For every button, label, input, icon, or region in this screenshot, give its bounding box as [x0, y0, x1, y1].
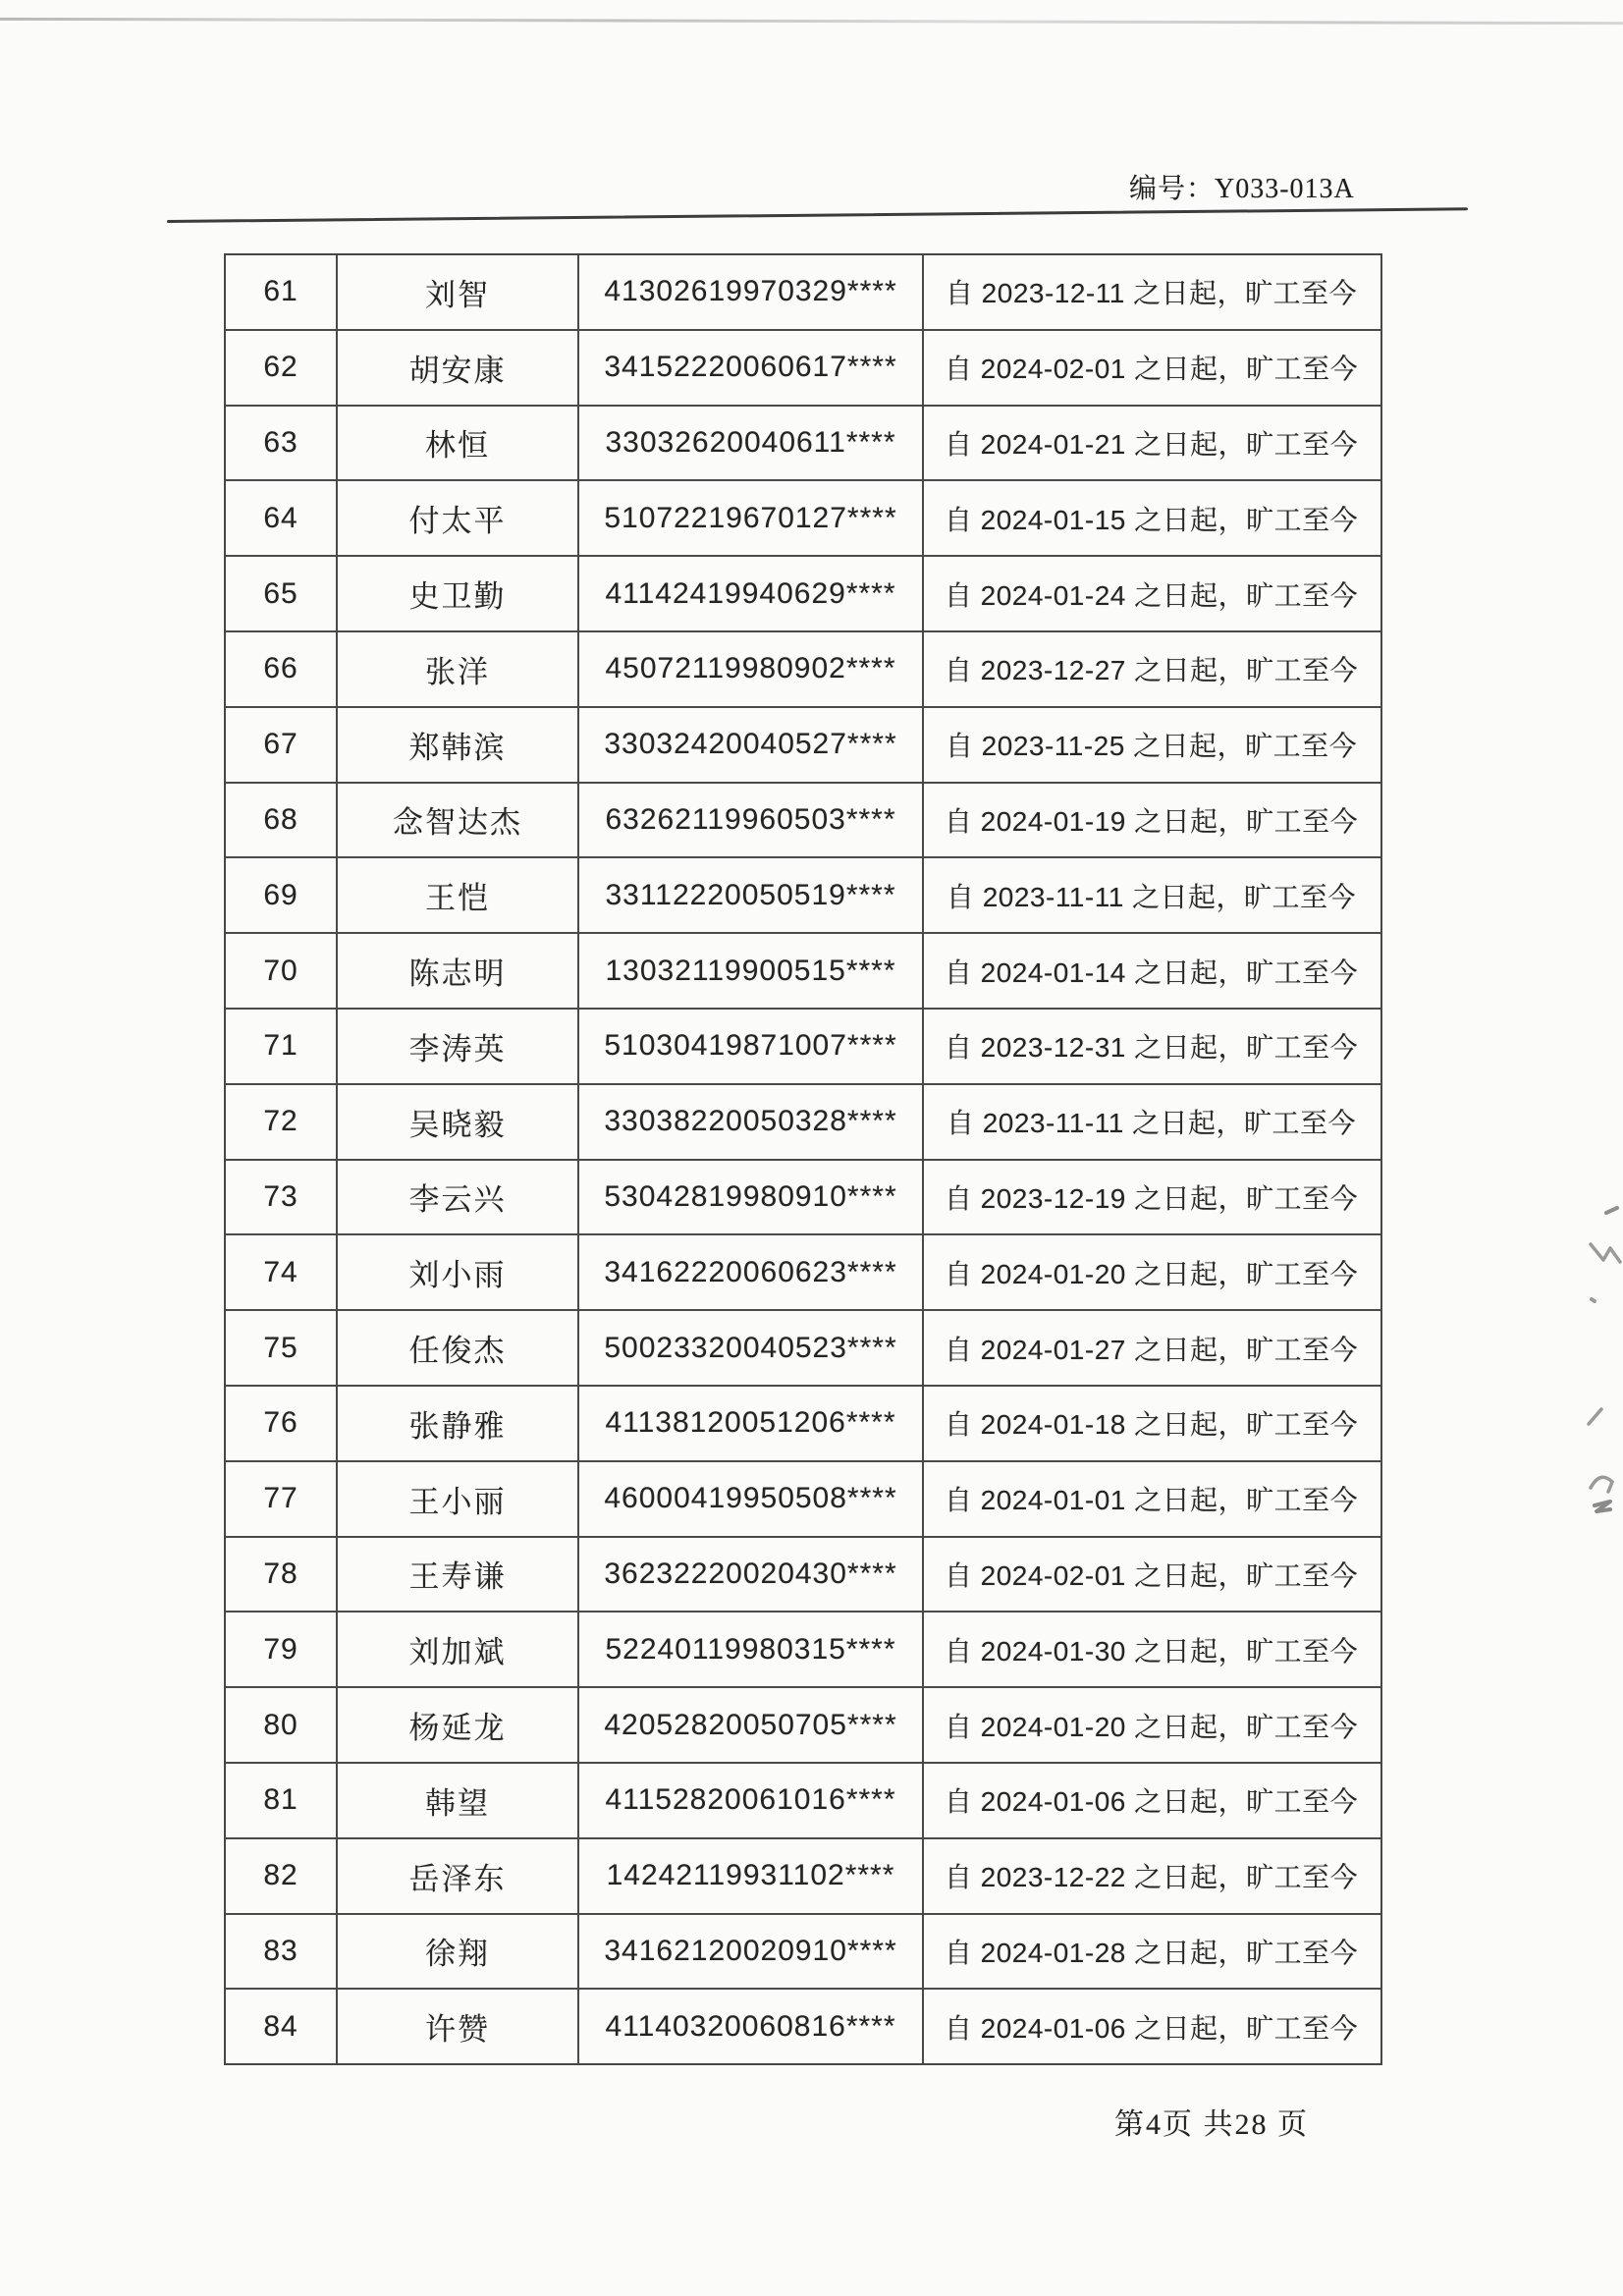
scan-artifact-edge-marks [1583, 1203, 1623, 1527]
status-cell: 自 2024-01-20 之日起，旷工至今 [944, 1258, 1359, 1289]
table-row [226, 1387, 1380, 1462]
status-cell: 自 2024-02-01 之日起，旷工至今 [944, 354, 1359, 385]
name-cell: 付太平 [338, 481, 579, 555]
name-cell: 张静雅 [338, 1387, 579, 1460]
table-row [226, 1085, 1380, 1161]
table-row [226, 784, 1380, 859]
status-cell: 自 2023-12-22 之日起，旷工至今 [944, 1862, 1359, 1893]
name-cell: 王小丽 [338, 1462, 579, 1536]
id-number-cell: 51030419871007**** [579, 1010, 924, 1083]
status-cell: 自 2023-11-11 之日起，旷工至今 [946, 1108, 1357, 1139]
row-number-cell: 75 [226, 1311, 338, 1385]
status-cell: 自 2024-01-21 之日起，旷工至今 [944, 428, 1359, 460]
name-cell: 王寿谦 [338, 1538, 579, 1612]
name-cell: 史卫勤 [338, 557, 579, 630]
row-number-cell: 63 [226, 407, 338, 480]
table-row [226, 632, 1380, 708]
status-cell: 自 2023-11-11 之日起，旷工至今 [946, 881, 1357, 912]
row-number-cell: 78 [226, 1538, 338, 1612]
status-cell: 自 2024-01-18 之日起，旷工至今 [944, 1409, 1359, 1441]
name-cell: 刘小雨 [338, 1235, 579, 1309]
status-cell: 自 2023-12-31 之日起，旷工至今 [944, 1032, 1359, 1064]
status-cell: 自 2023-12-27 之日起，旷工至今 [944, 655, 1359, 686]
row-number-cell: 66 [226, 632, 338, 706]
status-cell: 自 2024-01-01 之日起，旷工至今 [944, 1485, 1359, 1516]
row-number-cell: 82 [226, 1839, 338, 1913]
id-number-cell: 41152820061016**** [579, 1764, 924, 1837]
row-number-cell: 76 [226, 1387, 338, 1460]
name-cell: 林恒 [338, 407, 579, 480]
status-cell: 自 2024-02-01 之日起，旷工至今 [944, 1559, 1359, 1591]
row-number-cell: 69 [226, 858, 338, 932]
id-number-cell: 53042819980910**** [579, 1161, 924, 1234]
table-row [226, 934, 1380, 1010]
row-number-cell: 72 [226, 1085, 338, 1159]
table-row [226, 708, 1380, 784]
id-number-cell: 33032420040527**** [579, 708, 924, 782]
name-cell: 胡安康 [338, 331, 579, 405]
row-number-cell: 61 [226, 255, 338, 329]
id-number-cell: 36232220020430**** [579, 1538, 924, 1612]
table-row [226, 1462, 1380, 1538]
table-row [226, 331, 1380, 407]
row-number-cell: 81 [226, 1764, 338, 1837]
table-row [226, 407, 1380, 482]
status-cell: 自 2024-01-19 之日起，旷工至今 [944, 805, 1359, 837]
row-number-cell: 65 [226, 557, 338, 630]
id-number-cell: 33112220050519**** [579, 858, 924, 932]
id-number-cell: 45072119980902**** [579, 632, 924, 706]
id-number-cell: 13032119900515**** [579, 934, 924, 1008]
id-number-cell: 41140320060816**** [579, 1990, 924, 2063]
status-cell: 自 2023-12-19 之日起，旷工至今 [944, 1182, 1359, 1214]
name-cell: 吴晓毅 [338, 1085, 579, 1159]
table-row [226, 1010, 1380, 1085]
id-number-cell: 33038220050328**** [579, 1085, 924, 1159]
status-cell: 自 2024-01-24 之日起，旷工至今 [944, 579, 1359, 611]
status-cell: 自 2024-01-06 之日起，旷工至今 [944, 1786, 1359, 1818]
status-cell: 自 2024-01-20 之日起，旷工至今 [944, 1711, 1359, 1742]
id-number-cell: 34162120020910**** [579, 1915, 924, 1989]
status-cell: 自 2024-01-30 之日起，旷工至今 [944, 1635, 1359, 1667]
table-row [226, 1839, 1380, 1915]
table-row [226, 1613, 1380, 1688]
name-cell: 许赞 [338, 1990, 579, 2063]
table-row [226, 1311, 1380, 1387]
name-cell: 刘智 [338, 255, 579, 329]
table-row [226, 1161, 1380, 1236]
row-number-cell: 68 [226, 784, 338, 857]
row-number-cell: 74 [226, 1235, 338, 1309]
name-cell: 李涛英 [338, 1010, 579, 1083]
row-number-cell: 79 [226, 1613, 338, 1686]
name-cell: 徐翔 [338, 1915, 579, 1989]
id-number-cell: 51072219670127**** [579, 481, 924, 555]
id-number-cell: 33032620040611**** [579, 407, 924, 480]
table-row [226, 557, 1380, 632]
page-footer: 第4页 共28 页 [1114, 2108, 1309, 2141]
id-number-cell: 63262119960503**** [579, 784, 924, 857]
row-number-cell: 70 [226, 934, 338, 1008]
id-number-cell: 34152220060617**** [579, 331, 924, 405]
doc-number: 编号：Y033-013A [1129, 174, 1355, 204]
table-row [226, 858, 1380, 934]
header-rule [167, 207, 1468, 223]
status-cell: 自 2023-12-11 之日起，旷工至今 [945, 278, 1358, 309]
name-cell: 王恺 [338, 858, 579, 932]
row-number-cell: 77 [226, 1462, 338, 1536]
name-cell: 韩望 [338, 1764, 579, 1837]
row-number-cell: 84 [226, 1990, 338, 2063]
row-number-cell: 83 [226, 1915, 338, 1989]
status-cell: 自 2024-01-14 之日起，旷工至今 [944, 957, 1359, 988]
table-row [226, 1915, 1380, 1991]
table-body [226, 255, 1380, 2063]
name-cell: 刘加斌 [338, 1613, 579, 1686]
table-row [226, 1764, 1380, 1839]
id-number-cell: 50023320040523**** [579, 1311, 924, 1385]
name-cell: 任俊杰 [338, 1311, 579, 1385]
status-cell: 自 2024-01-27 之日起，旷工至今 [944, 1334, 1359, 1365]
absence-roster-table [224, 253, 1382, 2065]
name-cell: 李云兴 [338, 1161, 579, 1234]
name-cell: 岳泽东 [338, 1839, 579, 1913]
table-row [226, 1538, 1380, 1613]
row-number-cell: 73 [226, 1161, 338, 1234]
table-row [226, 255, 1380, 331]
row-number-cell: 64 [226, 481, 338, 555]
row-number-cell: 80 [226, 1688, 338, 1762]
name-cell: 陈志明 [338, 934, 579, 1008]
table-row [226, 1235, 1380, 1311]
name-cell: 念智达杰 [338, 784, 579, 857]
table-row [226, 1688, 1380, 1764]
scan-artifact-top-line [0, 18, 1623, 25]
name-cell: 杨延龙 [338, 1688, 579, 1762]
id-number-cell: 41138120051206**** [579, 1387, 924, 1460]
status-cell: 自 2024-01-06 之日起，旷工至今 [944, 2012, 1359, 2044]
status-cell: 自 2024-01-15 之日起，旷工至今 [944, 504, 1359, 535]
id-number-cell: 41142419940629**** [579, 557, 924, 630]
id-number-cell: 34162220060623**** [579, 1235, 924, 1309]
id-number-cell: 46000419950508**** [579, 1462, 924, 1536]
id-number-cell: 52240119980315**** [579, 1613, 924, 1686]
status-cell: 自 2023-11-25 之日起，旷工至今 [945, 731, 1358, 762]
name-cell: 郑韩滨 [338, 708, 579, 782]
row-number-cell: 62 [226, 331, 338, 405]
status-cell: 自 2024-01-28 之日起，旷工至今 [944, 1937, 1359, 1968]
table-row [226, 481, 1380, 557]
id-number-cell: 41302619970329**** [579, 255, 924, 329]
row-number-cell: 71 [226, 1010, 338, 1083]
table-row [226, 1990, 1380, 2063]
id-number-cell: 14242119931102**** [579, 1839, 924, 1913]
id-number-cell: 42052820050705**** [579, 1688, 924, 1762]
row-number-cell: 67 [226, 708, 338, 782]
name-cell: 张洋 [338, 632, 579, 706]
